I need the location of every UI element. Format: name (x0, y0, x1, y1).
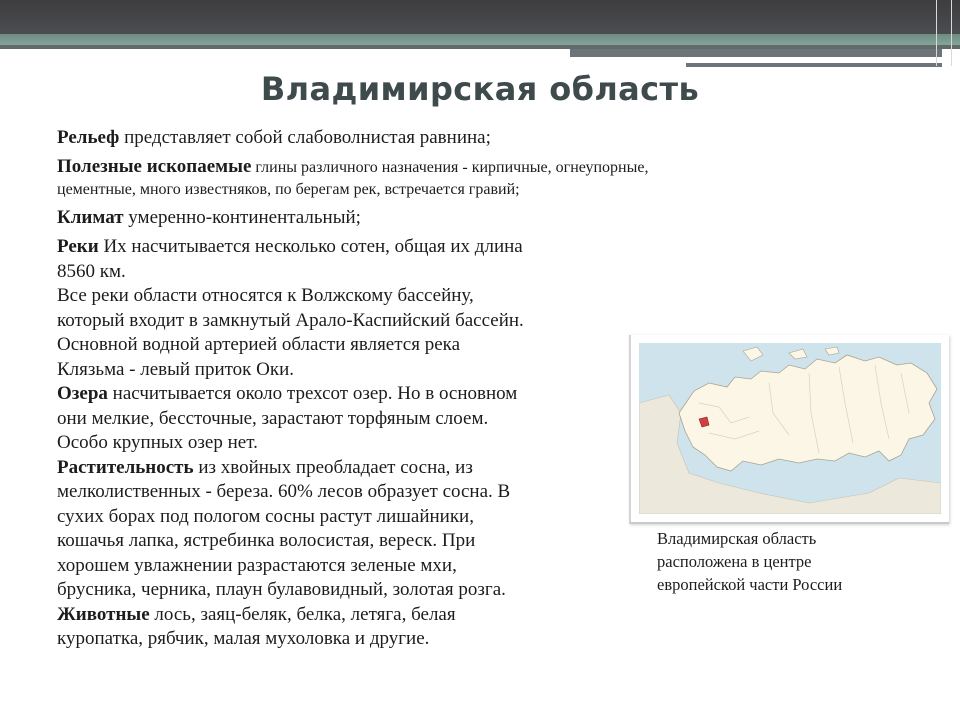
text-lakes-2: они мелкие, бессточные, зарастают торфяным слоем. (57, 407, 489, 429)
text-vegetation-5: хорошем увлажнении разрастаются зеленые мхи, (57, 554, 457, 576)
text-rivers-3: Все реки области относятся к Волжскому бассейну, (57, 285, 474, 306)
text-lakes-1: насчитывается около трехсот озер. Но в основном (112, 383, 518, 404)
text-rivers-2: 8560 км. (57, 260, 126, 282)
header-accent-line (686, 63, 942, 67)
paragraph-group (57, 235, 637, 652)
corner-decoration (936, 0, 952, 66)
text-vegetation-1: из хвойных преобладает сосна, из (198, 456, 473, 478)
term-minerals: Полезные ископаемые (57, 155, 252, 177)
map-caption-line-3: европейской части России (657, 575, 843, 594)
header-stripe (0, 34, 960, 45)
page-title: Владимирская область (260, 70, 700, 108)
paragraph-vegetation (57, 456, 637, 603)
header-band (0, 0, 960, 34)
term-rivers: Реки (57, 236, 99, 257)
text-animals-2: куропатка, рябчик, малая мухоловка и другие. (57, 628, 430, 649)
text-lakes-3: Особо крупных озер нет. (57, 432, 258, 453)
text-animals-1: лось, заяц-беляк, белка, летяга, белая (154, 603, 456, 625)
paragraph-minerals (57, 156, 877, 201)
paragraph-climate (57, 206, 877, 231)
term-relief: Рельеф (57, 127, 120, 148)
map-caption-line-1: Владимирская область (657, 529, 817, 548)
term-lakes: Озера (57, 383, 108, 404)
map-image (629, 335, 949, 524)
text-minerals-2: цементные, много известняков, по берегам рек, встречается гравий; (57, 180, 520, 198)
paragraph-relief (57, 126, 877, 151)
text-rivers-4: который входит в замкнутый Арало-Каспийский бассейн. (57, 309, 524, 331)
term-vegetation: Растительность (57, 456, 194, 478)
text-vegetation-3: сухих борах под пологом сосны растут лишайники, (57, 505, 474, 527)
map-caption-line-2: расположена в центре (657, 552, 812, 571)
paragraph-animals (57, 603, 637, 652)
text-relief: представляет собой слабоволнистая равнина; (124, 127, 491, 148)
text-rivers-6: Клязьма - левый приток Оки. (57, 358, 295, 380)
paragraph-lakes (57, 382, 637, 456)
text-climate: умеренно-континентальный; (128, 206, 361, 228)
text-minerals-1: глины различного назначения - кирпичные, огнеупорные, (255, 158, 649, 176)
text-vegetation-6: брусника, черника, плаун булавовидный, золотая розга. (57, 579, 506, 600)
text-rivers-5: Основной водной артерией области является река (57, 334, 461, 355)
map-caption (657, 527, 927, 596)
text-vegetation-4: кошачья лапка, ястребинка волосистая, вереск. При (57, 530, 476, 551)
term-animals: Животные (57, 603, 150, 625)
header-accent-block (570, 49, 942, 57)
paragraph-rivers (57, 235, 637, 382)
russia-locator-map-icon (639, 343, 941, 514)
text-vegetation-2: мелколиственных - береза. 60% лесов образует сосна. В (57, 481, 511, 502)
term-climate: Климат (57, 206, 124, 228)
text-rivers-1: Их насчитывается несколько сотен, общая их длина (103, 236, 523, 257)
